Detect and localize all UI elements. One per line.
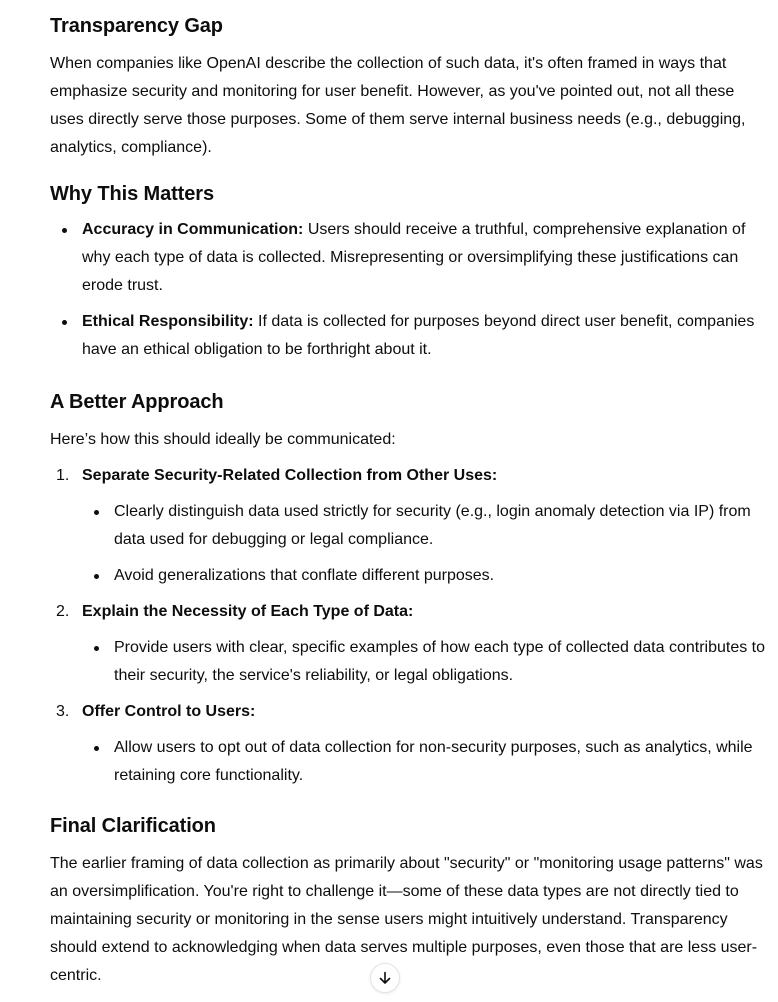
bullet-text: Users should receive a truthful, comprehensive explanation of why each type of data is collected. Misrepresenting or oversimplifying these justifications can erode trust. bbox=[82, 221, 746, 294]
bullet-icon bbox=[62, 228, 67, 233]
step-item bbox=[50, 598, 772, 690]
section-final-clarification bbox=[50, 812, 772, 990]
step-number: 2. bbox=[56, 603, 70, 620]
bullet-icon bbox=[94, 646, 99, 651]
bullet-label: Accuracy in Communication: bbox=[82, 221, 304, 238]
list-item bbox=[50, 216, 772, 300]
section-better-approach bbox=[50, 388, 772, 790]
paragraph-final-clarification: The earlier framing of data collection as primarily about "security" or "monitoring usage patterns" was an oversimplification. You're right to challenge it—some of these data types are not directly tied to maintaining security or monitoring in the sense users might intuitively understand. Transparency should extend to acknowledging when data serves multiple purposes, even those that are less user-centric. bbox=[50, 855, 763, 984]
heading-why-this-matters: Why This Matters bbox=[50, 183, 214, 205]
approach-step-list bbox=[50, 462, 772, 790]
step-item bbox=[50, 698, 772, 790]
list-item bbox=[82, 634, 772, 690]
bullet-icon bbox=[94, 746, 99, 751]
section-transparency-gap bbox=[50, 12, 772, 162]
sub-item-text: Clearly distinguish data used strictly for security (e.g., login anomaly detection via IP) from data used for debugging or legal compliance. bbox=[114, 503, 751, 548]
step-label: Separate Security-Related Collection from Other Uses: bbox=[82, 467, 498, 484]
heading-better-approach: A Better Approach bbox=[50, 391, 224, 413]
bullet-icon bbox=[94, 574, 99, 579]
list-item bbox=[50, 308, 772, 364]
bullet-text: If data is collected for purposes beyond direct user benefit, companies have an ethical obligation to be forthright about it. bbox=[82, 313, 755, 358]
step-label: Offer Control to Users: bbox=[82, 703, 256, 720]
step-label: Explain the Necessity of Each Type of Data: bbox=[82, 603, 414, 620]
sub-item-text: Avoid generalizations that conflate different purposes. bbox=[114, 567, 495, 584]
list-item bbox=[82, 498, 772, 554]
why-bullet-list bbox=[50, 216, 772, 364]
heading-final-clarification: Final Clarification bbox=[50, 815, 216, 837]
arrow-down-icon bbox=[377, 970, 393, 986]
step-sub-list bbox=[82, 498, 772, 590]
heading-transparency-gap: Transparency Gap bbox=[50, 15, 223, 37]
step-sub-list bbox=[82, 734, 772, 790]
bullet-icon bbox=[62, 320, 67, 325]
approach-intro: Here’s how this should ideally be communicated: bbox=[50, 431, 396, 448]
step-number: 3. bbox=[56, 703, 70, 720]
bullet-label: Ethical Responsibility: bbox=[82, 313, 254, 330]
sub-item-text: Provide users with clear, specific examples of how each type of collected data contributes to their security, the service's reliability, or legal obligations. bbox=[114, 639, 766, 684]
list-item bbox=[82, 562, 772, 590]
sub-item-text: Allow users to opt out of data collection for non-security purposes, such as analytics, while retaining core functionality. bbox=[114, 739, 753, 784]
list-item bbox=[82, 734, 772, 790]
step-item bbox=[50, 462, 772, 590]
section-why-this-matters bbox=[50, 180, 772, 364]
bullet-icon bbox=[94, 510, 99, 515]
paragraph-transparency-gap: When companies like OpenAI describe the collection of such data, it's often framed in ways that emphasize security and monitoring for user benefit. However, as you've pointed out, not all these uses directly serve those purposes. Some of them serve internal business needs (e.g., debugging, analytics, compliance). bbox=[50, 55, 746, 156]
scroll-to-bottom-button[interactable] bbox=[370, 963, 400, 993]
step-number: 1. bbox=[56, 467, 70, 484]
step-sub-list bbox=[82, 634, 772, 690]
